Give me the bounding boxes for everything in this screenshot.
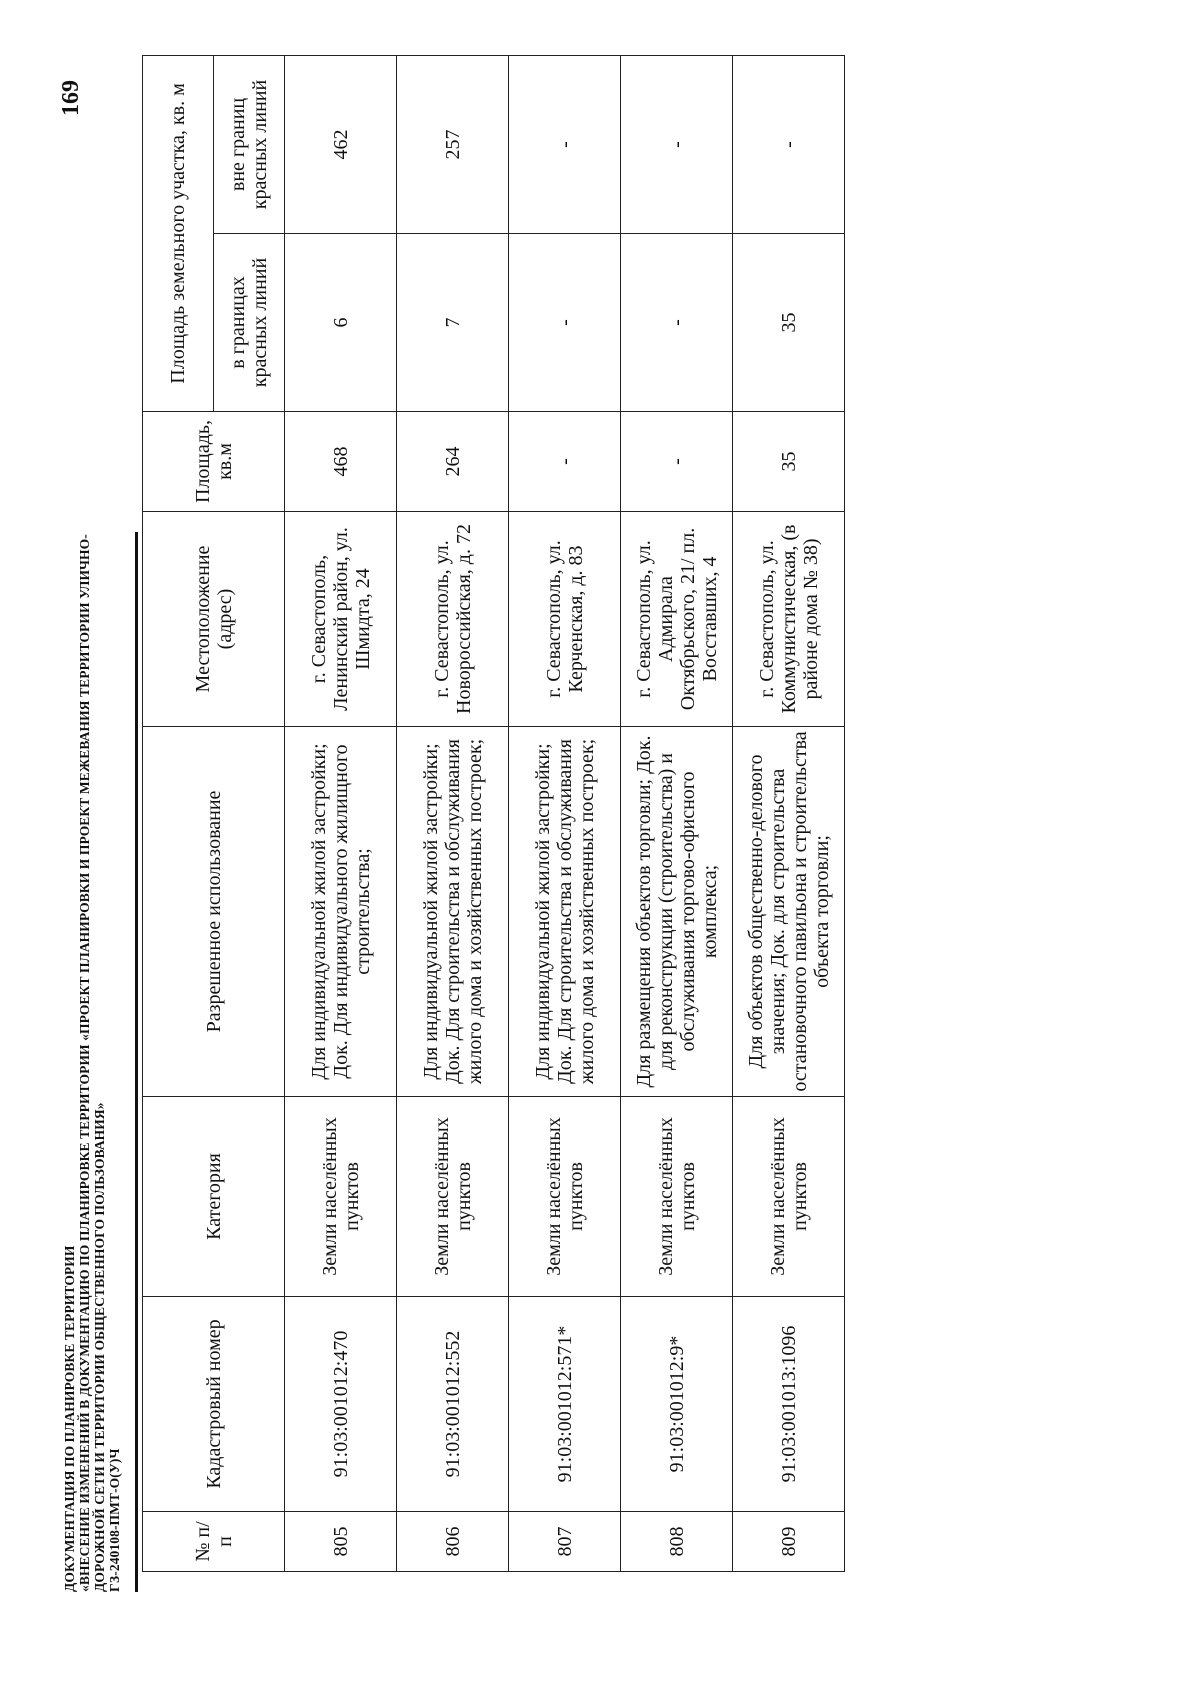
- col-header-usage: Разрешенное использование: [143, 727, 285, 1097]
- col-header-outside-red-lines: вне границ красных линий: [214, 55, 285, 233]
- cell-inside: -: [509, 234, 621, 412]
- col-header-location: Местоположение (адрес): [143, 512, 285, 727]
- cell-category: Земли населённых пунктов: [733, 1097, 845, 1297]
- header-line-2: «ВНЕСЕНИЕ ИЗМЕНЕНИЙ В ДОКУМЕНТАЦИЮ ПО ПЛАНИРОВКЕ ТЕРРИТОРИИ «ПРОЕКТ ПЛАНИРОВКИ И ПРОЕКТ МЕЖЕВАНИЯ ТЕРРИТОРИИ УЛИЧНО-: [77, 534, 92, 1592]
- header-line-4: ГЗ-240108-ПМТ-О(У)Ч: [107, 1448, 122, 1592]
- cell-usage: Для индивидуальной жилой застройки; Док. Для индивидуального жилищного строительства;: [285, 727, 397, 1097]
- cell-num: 809: [733, 1512, 845, 1572]
- cell-usage: Для объектов общественно-делового значения; Док. для строительства остановочного павильона и строительства объекта торговли;: [733, 727, 845, 1097]
- cell-inside: -: [621, 234, 733, 412]
- col-header-category: Категория: [143, 1097, 285, 1297]
- cell-area: -: [509, 412, 621, 512]
- land-plot-table: [142, 55, 845, 1572]
- cell-outside: -: [509, 55, 621, 233]
- table-row: [397, 55, 509, 1571]
- document-header: [62, 72, 122, 1592]
- cell-outside: 462: [285, 55, 397, 233]
- cell-area: 35: [733, 412, 845, 512]
- cell-inside: 6: [285, 234, 397, 412]
- cell-num: 805: [285, 1512, 397, 1572]
- cell-num: 807: [509, 1512, 621, 1572]
- cell-cadastral: 91:03:001012:552: [397, 1297, 509, 1512]
- cell-category: Земли населённых пунктов: [621, 1097, 733, 1297]
- cell-category: Земли населённых пунктов: [509, 1097, 621, 1297]
- cell-area: -: [621, 412, 733, 512]
- cell-area: 264: [397, 412, 509, 512]
- cell-usage: Для размещения объектов торговли; Док. для реконструкции (строительства) и обслуживания торгово-офисного комплекса;: [621, 727, 733, 1097]
- cell-location: г. Севастополь, ул. Новороссийская, д. 72: [397, 512, 509, 727]
- header-divider: [135, 532, 138, 1592]
- table-row: [509, 55, 621, 1571]
- cell-num: 806: [397, 1512, 509, 1572]
- col-header-num: № п/п: [143, 1512, 285, 1572]
- cell-cadastral: 91:03:001012:9*: [621, 1297, 733, 1512]
- cell-usage: Для индивидуальной жилой застройки; Док. Для строительства и обслуживания жилого дома и хозяйственных построек;: [509, 727, 621, 1097]
- cell-inside: 35: [733, 234, 845, 412]
- col-header-inside-red-lines: в границах красных линий: [214, 234, 285, 412]
- cell-outside: -: [733, 55, 845, 233]
- cell-outside: -: [621, 55, 733, 233]
- table-row: [285, 55, 397, 1571]
- header-line-3: ДОРОЖНОЙ СЕТИ И ТЕРРИТОРИИ ОБЩЕСТВЕННОГО ПОЛЬЗОВАНИЯ»: [92, 1102, 107, 1592]
- cell-num: 808: [621, 1512, 733, 1572]
- cell-category: Земли населённых пунктов: [285, 1097, 397, 1297]
- cell-location: г. Севастополь, Ленинский район, ул. Шмидта, 24: [285, 512, 397, 727]
- cell-area: 468: [285, 412, 397, 512]
- table-header-row: [143, 55, 214, 1571]
- cell-cadastral: 91:03:001012:571*: [509, 1297, 621, 1512]
- cell-outside: 257: [397, 55, 509, 233]
- cell-category: Земли населённых пунктов: [397, 1097, 509, 1297]
- cell-cadastral: 91:03:001012:470: [285, 1297, 397, 1512]
- header-line-1: ДОКУМЕНТАЦИЯ ПО ПЛАНИРОВКЕ ТЕРРИТОРИИ: [62, 1245, 77, 1592]
- table-row: [733, 55, 845, 1571]
- col-header-plot-area-group: Площадь земельного участка, кв. м: [143, 55, 214, 411]
- cell-location: г. Севастополь, ул. Коммунистическая, (в районе дома № 38): [733, 512, 845, 727]
- cell-usage: Для индивидуальной жилой застройки; Док. Для строительства и обслуживания жилого дома и хозяйственных построек;: [397, 727, 509, 1097]
- page-number: 169: [58, 80, 84, 116]
- cell-location: г. Севастополь, ул. Керченская, д. 83: [509, 512, 621, 727]
- cell-inside: 7: [397, 234, 509, 412]
- col-header-area: Площадь, кв.м: [143, 412, 285, 512]
- col-header-cadastral: Кадастровый номер: [143, 1297, 285, 1512]
- cell-cadastral: 91:03:001013:1096: [733, 1297, 845, 1512]
- cell-location: г. Севастополь, ул. Адмирала Октябрьского, 21/ пл. Восставших, 4: [621, 512, 733, 727]
- table-row: [621, 55, 733, 1571]
